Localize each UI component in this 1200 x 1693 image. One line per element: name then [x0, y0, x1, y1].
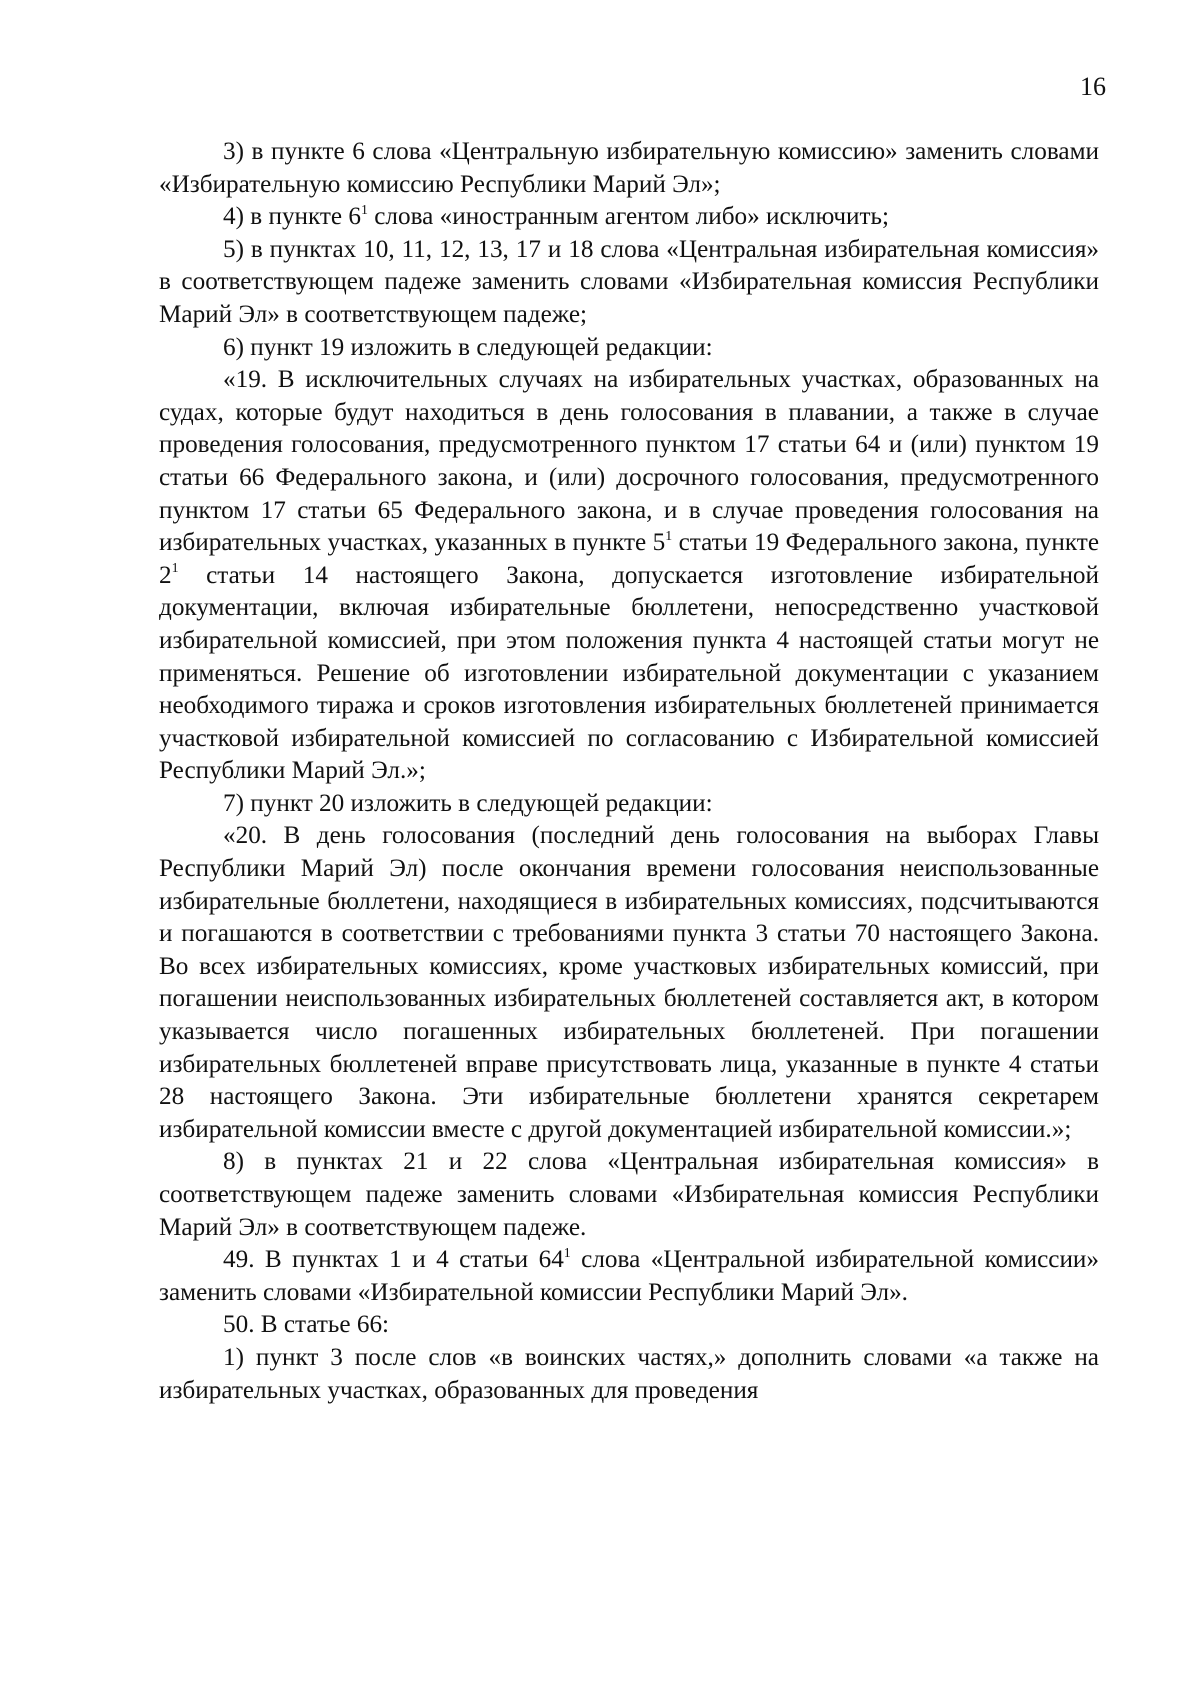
paragraph-text: 49. В пунктах 1 и 4 статьи 64 [223, 1246, 564, 1274]
paragraph-text: статьи 14 настоящего Закона, допускается изготовление избирательной документации, включая избирательные бюллетени, непосредственно участковой избирательной комиссией, при этом положения пункта 4 настоящей статьи могут не применяться. Решение об изготовлении избирательной документации с указанием необходимого тиража и сроков изготовления избирательных бюллетеней принимается участковой избирательной комиссией по согласованию с Избирательной комиссией Республики Марий Эл.»; [159, 561, 1099, 785]
paragraph-text: 3) в пункте 6 слова «Центральную избирательную комиссию» заменить словами «Избирательную комиссию Республики Марий Эл»; [159, 138, 1099, 198]
paragraph-text: 1) пункт 3 после слов «в воинских частях,» дополнить словами «а также на избирательных участках, образованных для проведения [159, 1343, 1099, 1404]
paragraph-text: 5) в пунктах 10, 11, 12, 13, 17 и 18 слова «Центральная избирательная комиссия» в соответствующем падеже заменить словами «Избирательная комиссия Республики Марий Эл» в соответствующем падеже; [159, 235, 1099, 328]
paragraph-item-8 [159, 1146, 1099, 1244]
paragraph-text: «20. В день голосования (последний день голосования на выборах Главы Республики Марий Эл) после окончания времени голосования неиспользованные избирательные бюллетени, находящиеся в избирательных комиссиях, подсчитываются и погашаются в соответствии с требованиями пункта 3 статьи 70 настоящего Закона. Во всех избирательных комиссиях, кроме участковых избирательных комиссий, при погашении неиспользованных избирательных бюллетеней составляется акт, в котором указывается число погашенных избирательных бюллетеней. При погашении избирательных бюллетеней вправе присутствовать лица, указанные в пункте 4 статьи 28 настоящего Закона. Эти избирательные бюллетени хранятся секретарем избирательной комиссии вместе с другой документацией избирательной комиссии.»; [159, 822, 1099, 1143]
paragraph-item-3 [159, 136, 1099, 201]
paragraph-text: 50. В статье 66: [223, 1311, 390, 1339]
superscript: 1 [361, 201, 368, 217]
page-number: 16 [1080, 72, 1106, 101]
paragraph-section-50 [159, 1309, 1099, 1342]
paragraph-text: слова «Центральной избирательной комиссии» заменить словами «Избирательной комиссии Республики Марий Эл». [159, 1246, 1099, 1306]
superscript: 1 [171, 560, 179, 576]
paragraph-text: «19. В исключительных случаях на избирательных участках, образованных на судах, которые будут находиться в день голосования в плавании, а также в случае проведения голосования, предусмотренного пунктом 17 статьи 64 и (или) пунктом 19 статьи 66 Федерального закона, и (или) досрочного голосования, предусмотренного пунктом 17 статьи 65 Федерального закона, и в случае проведения голосования на избирательных участках, указанных в пункте 5 [159, 366, 1099, 557]
paragraph-item-1 [159, 1342, 1099, 1407]
paragraph-text: статьи 19 Федерального закона, пункте 2 [159, 529, 1099, 589]
paragraph-item-5 [159, 234, 1099, 332]
paragraph-text: 6) пункт 19 изложить в следующей редакции: [223, 333, 713, 361]
paragraph-section-49 [159, 1244, 1099, 1309]
paragraph-text: 4) в пункте 6 [223, 203, 362, 231]
paragraph-text: слова «иностранным агентом либо» исключить; [367, 203, 889, 231]
paragraph-item-6 [159, 332, 1099, 365]
superscript: 1 [563, 1244, 571, 1260]
quoted-clause-20 [159, 820, 1099, 1146]
paragraph-text: 8) в пунктах 21 и 22 слова «Центральная избирательная комиссия» в соответствующем падеже заменить словами «Избирательная комиссия Республики Марий Эл» в соответствующем падеже. [159, 1148, 1099, 1241]
quoted-clause-19 [159, 364, 1099, 788]
paragraph-item-7 [159, 788, 1099, 821]
paragraph-item-4 [159, 201, 1099, 234]
document-body [159, 136, 1099, 1407]
paragraph-text: 7) пункт 20 изложить в следующей редакции: [223, 789, 713, 817]
superscript: 1 [665, 527, 673, 543]
